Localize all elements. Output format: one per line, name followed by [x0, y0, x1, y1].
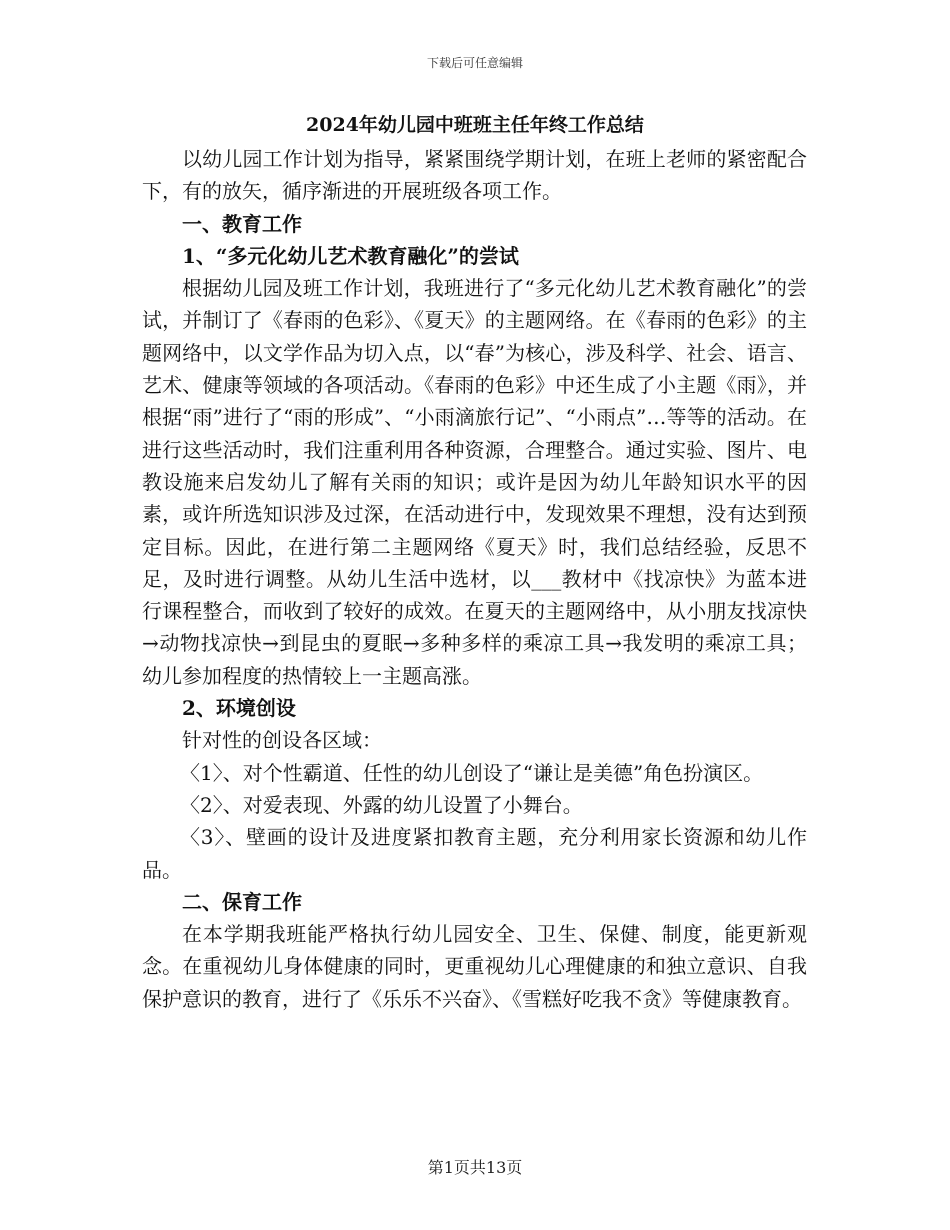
header-note: 下载后可任意编辑	[426, 56, 523, 70]
page-footer: 第1页共13页	[427, 1158, 523, 1177]
intro-paragraph: 以幼儿园工作计划为指导，紧紧围绕学期计划，在班上老师的紧密配合下，有的放矢，循序渐进的开展班级各项工作。	[142, 147, 807, 204]
environment-item-3: 〈3〉、壁画的设计及进度紧扣教育主题，充分利用家长资源和幼儿作品。	[142, 825, 807, 882]
environment-item-1: 〈1〉、对个性霸道、任性的幼儿创设了“谦让是美德”角色扮演区。	[180, 760, 764, 785]
care-paragraph: 在本学期我班能严格执行幼儿园安全、卫生、保健、制度，能更新观念。在重视幼儿身体健康的同时，更重视幼儿心理健康的和独立意识、自我保护意识的教育，进行了《乐乐不兴奋》、《雪糕好吃我不贪》等健康教育。	[142, 922, 807, 1011]
document-body	[142, 143, 807, 1015]
section-heading-care: 二、保育工作	[182, 889, 302, 914]
subsection-heading-art-education: 1、“多元化幼儿艺术教育融化”的尝试	[182, 243, 519, 268]
environment-item-2: 〈2〉、对爱表现、外露的幼儿设置了小舞台。	[180, 792, 583, 817]
subsection-heading-environment: 2、环境创设	[182, 696, 296, 721]
environment-lead: 针对性的创设各区域：	[182, 728, 382, 753]
art-education-paragraph: 根据幼儿园及班工作计划，我班进行了“多元化幼儿艺术教育融化”的尝试，并制订了《春雨的色彩》、《夏天》的主题网络。在《春雨的色彩》的主题网络中，以文学作品为切入点，以“春”为核心，涉及科学、社会、语言、艺术、健康等领域的各项活动。《春雨的色彩》中还生成了小主题《雨》，并根据“雨”进行了“雨的形成”、“小雨滴旅行记”、“小雨点”…等等的活动。在进行这些活动时，我们注重利用各种资源，合理整合。通过实验、图片、电教设施来启发幼儿了解有关雨的知识；或许是因为幼儿年龄知识水平的因素，或许所选知识涉及过深，在活动进行中，发现效果不理想，没有达到预定目标。因此，在进行第二主题网络《夏天》时，我们总结经验，反思不足，及时进行调整。从幼儿生活中选材，以___教材中《找凉快》为蓝本进行课程整合，而收到了较好的成效。在夏天的主题网络中，从小朋友找凉快→动物找凉快→到昆虫的夏眠→多种多样的乘凉工具→我发明的乘凉工具；幼儿参加程度的热情较上一主题高涨。	[142, 276, 807, 688]
document-title: 2024年幼儿园中班班主任年终工作总结	[306, 114, 644, 136]
section-heading-education: 一、教育工作	[182, 211, 302, 236]
